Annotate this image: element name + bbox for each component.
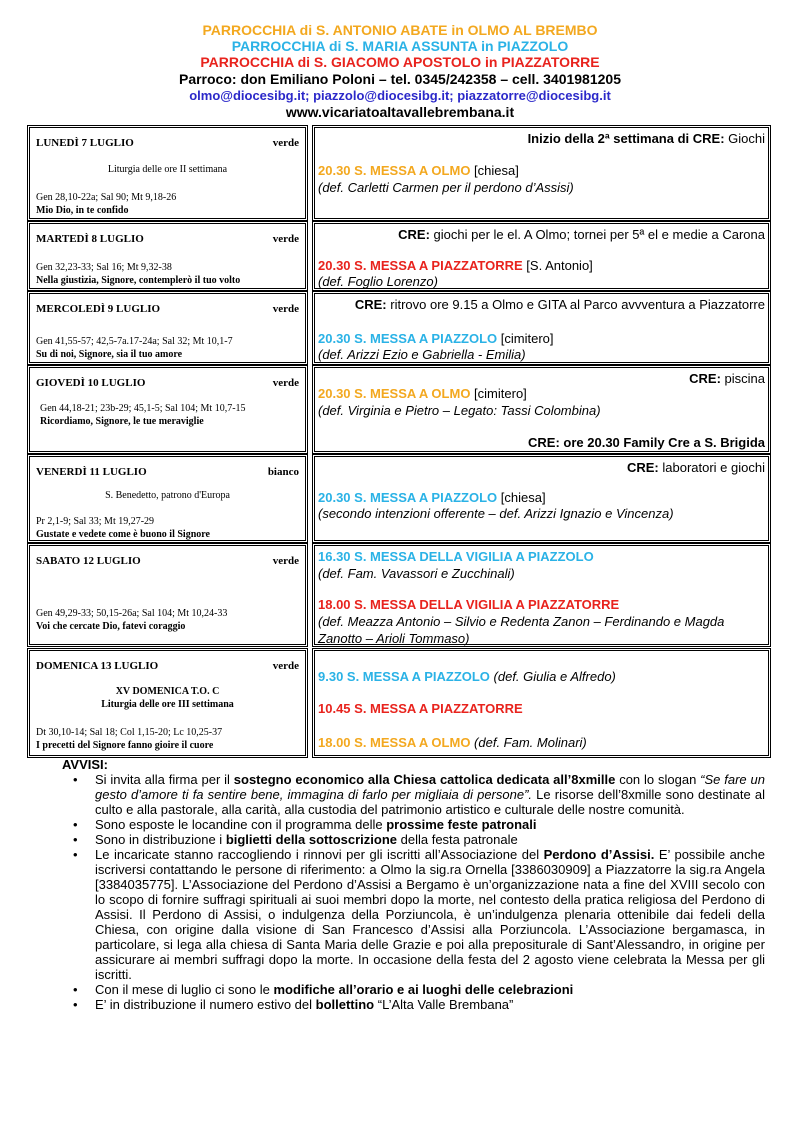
liturgy-box: [29, 545, 306, 645]
notice-item: • Si invita alla firma per il sostegno economico alla Chiesa cattolica dedicata all’8xmille con lo slogan “Se fare un gesto d’amore ti fa sentire bene, immagina di farlo per migliaia di persone”. Le risorse dell’8xmille sono destinate al culto e alla pastorale, alla carità, alla custodia del patrimonio artistico e culturale delle nostre comunità.: [73, 772, 765, 817]
liturgy-box: [29, 650, 306, 756]
liturgical-color: verde: [272, 137, 299, 149]
liturgical-color: verde: [272, 377, 299, 389]
psalm-response: Voi che cercate Dio, fatevi coraggio: [36, 621, 186, 632]
bullet-icon: •: [73, 832, 78, 847]
readings-refs: Dt 30,10-14; Sal 18; Col 1,15-20; Lc 10,25-37: [36, 727, 223, 738]
day-row-monday: [29, 127, 770, 219]
mass-intention: (def. Arizzi Ezio e Gabriella - Emilia): [318, 347, 526, 362]
events-box: [314, 456, 769, 541]
liturgical-color: verde: [272, 303, 299, 315]
day-row-tuesday: [29, 223, 770, 289]
sunday-name: XV DOMENICA T.O. C: [115, 686, 220, 697]
liturgical-color: verde: [272, 660, 299, 672]
psalm-response: Su di noi, Signore, sia il tuo amore: [36, 349, 183, 360]
mass-intention: (def. Virginia e Pietro – Legato: Tassi Colombina): [318, 403, 601, 418]
liturgical-color: verde: [272, 555, 299, 567]
readings-refs: Pr 2,1-9; Sal 33; Mt 19,27-29: [36, 516, 155, 527]
mass-entry: 20.30 S. MESSA A OLMO [cimitero]: [318, 386, 527, 401]
mass-entry: 9.30 S. MESSA A PIAZZOLO (def. Giulia e Alfredo): [318, 669, 616, 684]
day-title: MERCOLEDÌ 9 LUGLIO: [36, 303, 161, 315]
notice-item: • Sono in distribuzione i biglietti della sottoscrizione della festa patronale: [73, 832, 518, 847]
mass-intention: (def. Fam. Vavassori e Zucchinali): [318, 566, 515, 581]
day-title: GIOVEDÌ 10 LUGLIO: [36, 377, 146, 389]
psalm-response: Gustate e vedete come è buono il Signore: [36, 529, 210, 540]
liturgical-color: verde: [272, 233, 299, 245]
liturgy-box: [29, 456, 306, 541]
psalm-response: Mio Dio, in te confido: [36, 205, 129, 216]
parish-priest-contacts: Parroco: don Emiliano Poloni – tel. 0345/242358 – cell. 3401981205: [178, 71, 621, 87]
mass-entry: 20.30 S. MESSA A OLMO [chiesa]: [318, 163, 519, 178]
day-row-sunday: [29, 650, 770, 756]
day-row-thursday: [29, 367, 770, 452]
mass-entry: 20.30 S. MESSA A PIAZZATORRE [S. Antonio]: [318, 258, 593, 273]
day-title: LUNEDÌ 7 LUGLIO: [36, 137, 134, 149]
cre-activity: Inizio della 2ª settimana di CRE: Giochi: [527, 131, 765, 146]
notices-title: AVVISI:: [62, 757, 108, 772]
readings-refs: Gen 44,18-21; 23b-29; 45,1-5; Sal 104; Mt 10,7-15: [40, 403, 246, 414]
notice-item: • Sono esposte le locandine con il programma delle prossime feste patronali: [73, 817, 537, 832]
liturgy-box: [29, 127, 306, 219]
cre-activity: CRE: giochi per le el. A Olmo; tornei per 5ª el e medie a Carona: [398, 227, 765, 242]
psalm-response: Nella giustizia, Signore, contemplerò il tuo volto: [36, 275, 241, 286]
liturgical-color: bianco: [267, 466, 299, 478]
bullet-icon: •: [73, 997, 78, 1012]
website-link[interactable]: www.vicariatoaltavallebrembana.it: [285, 104, 515, 120]
day-title: MARTEDÌ 8 LUGLIO: [36, 233, 144, 245]
events-box: [314, 127, 769, 219]
mass-entry: 18.00 S. MESSA DELLA VIGILIA A PIAZZATORRE: [318, 597, 620, 612]
readings-refs: Gen 41,55-57; 42,5-7a.17-24a; Sal 32; Mt 10,1-7: [36, 336, 233, 347]
events-box: [314, 367, 769, 452]
day-row-wednesday: [29, 293, 770, 363]
parish-piazzolo-title: PARROCCHIA di S. MARIA ASSUNTA in PIAZZOLO: [231, 38, 569, 54]
events-box: [314, 293, 769, 363]
day-row-friday: [29, 456, 770, 541]
readings-refs: Gen 32,23-33; Sal 16; Mt 9,32-38: [36, 262, 172, 273]
parish-piazzatorre-title: PARROCCHIA di S. GIACOMO APOSTOLO in PIAZZATORRE: [200, 54, 600, 70]
bullet-icon: •: [73, 772, 78, 787]
bullet-icon: •: [73, 847, 78, 862]
cre-activity: CRE: ritrovo ore 9.15 a Olmo e GITA al Parco avvventura a Piazzatorre: [354, 297, 765, 312]
liturgy-box: [29, 293, 306, 363]
day-title: SABATO 12 LUGLIO: [36, 555, 141, 567]
notice-item: • E’ in distribuzione il numero estivo del bollettino “L’Alta Valle Brembana”: [73, 997, 514, 1012]
psalm-response: Ricordiamo, Signore, le tue meraviglie: [40, 416, 204, 427]
mass-intention: (def. Foglio Lorenzo): [318, 274, 438, 289]
parish-olmo-title: PARROCCHIA di S. ANTONIO ABATE in OLMO AL BREMBO: [202, 22, 598, 38]
mass-intention: (def. Carletti Carmen per il perdono d’Assisi): [318, 180, 574, 195]
notice-item: • Con il mese di luglio ci sono le modifiche all’orario e ai luoghi delle celebrazioni: [73, 982, 574, 997]
events-box: [314, 650, 769, 756]
liturgy-box: [29, 367, 306, 452]
mass-entry: 10.45 S. MESSA A PIAZZATORRE: [318, 701, 523, 716]
readings-refs: Gen 49,29-33; 50,15-26a; Sal 104; Mt 10,24-33: [36, 608, 228, 619]
liturgy-note: S. Benedetto, patrono d'Europa: [105, 490, 230, 501]
bullet-icon: •: [73, 982, 78, 997]
cre-family-event: CRE: ore 20.30 Family Cre a S. Brigida: [528, 435, 765, 450]
cre-activity: CRE: laboratori e giochi: [626, 460, 765, 475]
events-box: [314, 223, 769, 289]
day-title: VENERDÌ 11 LUGLIO: [36, 466, 147, 478]
email-links[interactable]: olmo@diocesibg.it; piazzolo@diocesibg.it; piazzatorre@diocesibg.it: [189, 88, 611, 103]
mass-intention: (secondo intenzioni offerente – def. Arizzi Ignazio e Vincenza): [318, 506, 674, 521]
liturgy-note: Liturgia delle ore III settimana: [101, 699, 234, 710]
mass-entry: 20.30 S. MESSA A PIAZZOLO [cimitero]: [318, 331, 554, 346]
psalm-response: I precetti del Signore fanno gioire il cuore: [36, 740, 214, 751]
bullet-icon: •: [73, 817, 78, 832]
notices-list: [62, 772, 765, 1012]
mass-intention: (def. Meazza Antonio – Silvio e Redenta Zanon – Ferdinando e Magda Zanotto – Arioli Tommaso): [318, 614, 725, 646]
events-box: [314, 545, 769, 645]
readings-refs: Gen 28,10-22a; Sal 90; Mt 9,18-26: [36, 192, 177, 203]
mass-entry: 18.00 S. MESSA A OLMO (def. Fam. Molinari): [318, 735, 587, 750]
mass-entry: 16.30 S. MESSA DELLA VIGILIA A PIAZZOLO: [318, 549, 594, 564]
notice-item: • Le incaricate stanno raccogliendo i rinnovi per gli iscritti all’Associazione del Perdono d’Assisi. E’ possibile anche iscriversi contattando le persone di riferimento: a Olmo la sig.ra Ornella [3386030909] a Piazzatorre la sig.ra Angela [3384035775]. L’Associazione del Perdono d’Assisi a Bergamo è un’organizzazione nata a fine del XVIII secolo con lo scopo di fornire suffragi spirituali ai suoi membri dopo la morte, nel contesto della pratica religiosa del Perdono di Assisi. Il Perdono di Assisi, o indulgenza della Porziuncola, è un’indulgenza plenaria ottenibile dai fedeli della Chiesa, con origine dalla visione di San Francesco d’Assisi alla Porziuncola. L’Associazione bergamasca, in particolare, si lega alla chiesa di Santa Maria delle Grazie e poi alla prepositurale di Sant’Alessandro, in origine per assicurare ai membri suffragi dopo la morte. In occasione della festa del 2 agosto viene celebrata la Messa per gli iscritti.: [73, 847, 765, 982]
day-row-saturday: [29, 545, 770, 645]
cre-activity: CRE: piscina: [689, 371, 765, 386]
day-title: DOMENICA 13 LUGLIO: [36, 660, 159, 672]
liturgy-box: [29, 223, 306, 289]
mass-entry: 20.30 S. MESSA A PIAZZOLO [chiesa]: [318, 490, 546, 505]
liturgy-note: Liturgia delle ore II settimana: [107, 164, 228, 175]
